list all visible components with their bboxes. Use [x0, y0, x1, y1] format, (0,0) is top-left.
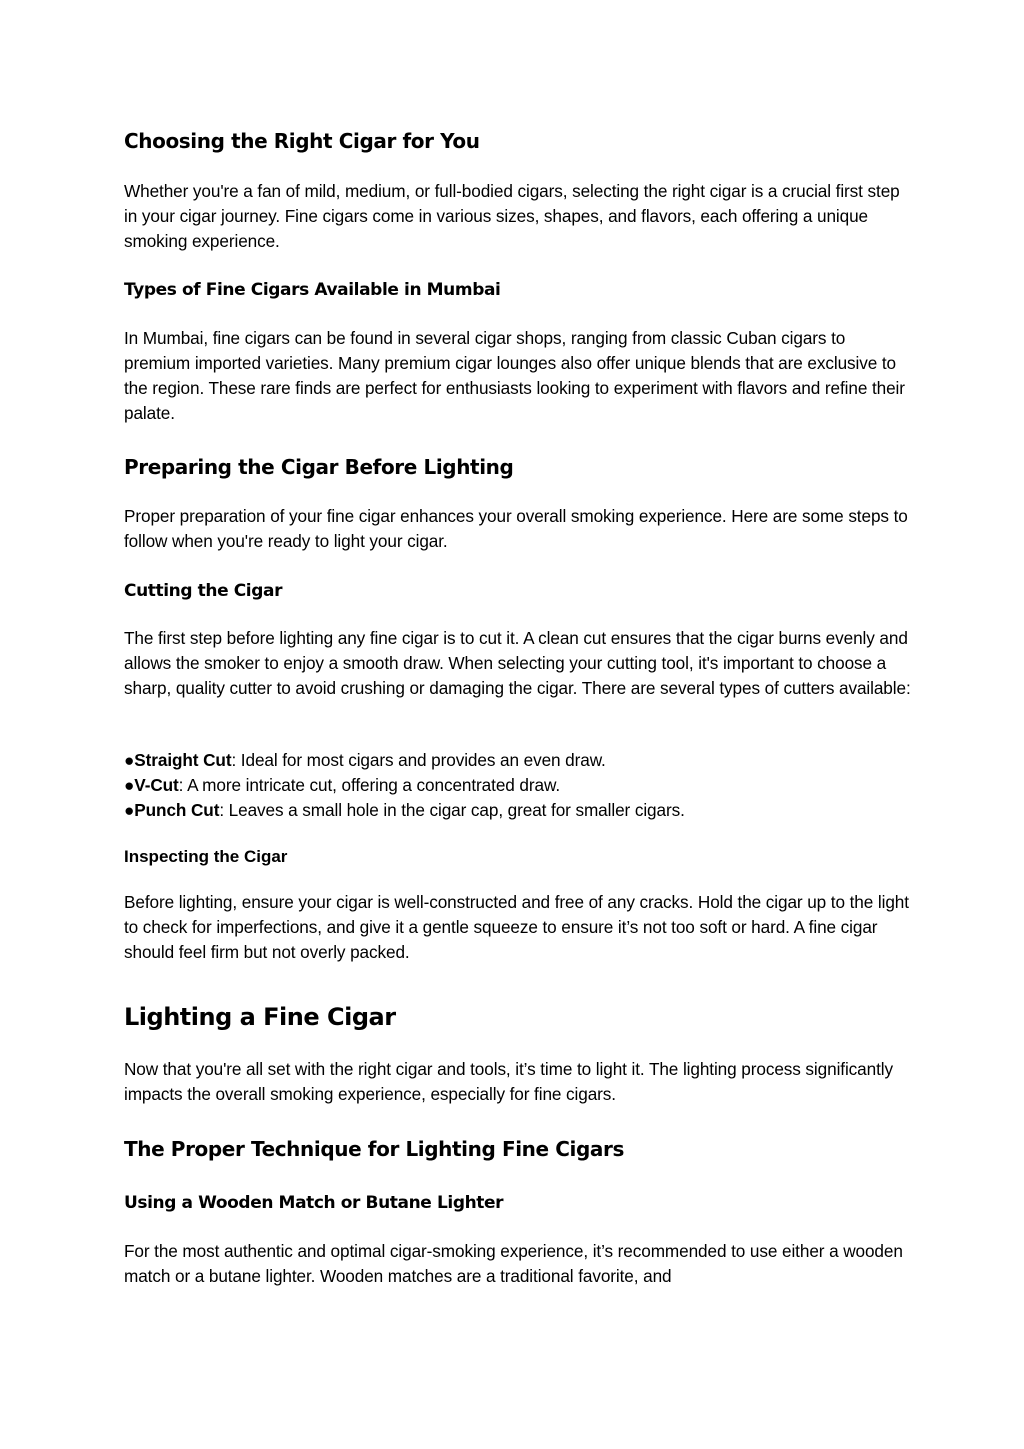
inspecting-paragraph: Before lighting, ensure your cigar is well-constructed and free of any cracks. Hold the cigar up to the light to check for imperfections, and give it a gentle squeeze to ensure it’s not too soft or hard. A fine cigar should feel firm but not overly packed.: [124, 892, 909, 962]
bullet-icon: ●: [124, 800, 135, 820]
types-paragraph: In Mumbai, fine cigars can be found in several cigar shops, ranging from classic Cuban cigars to premium imported varieties. Many premium cigar lounges also offer unique blends that are exclusive to the region. These rare finds are perfect for enthusiasts looking to experiment with flavors and refine their palate.: [124, 328, 905, 423]
cutter-description: : Leaves a small hole in the cigar cap, great for smaller cigars.: [219, 800, 685, 820]
match-heading: Using a Wooden Match or Butane Lighter: [124, 1193, 504, 1213]
cutting-heading: Cutting the Cigar: [124, 581, 283, 601]
list-item: [124, 798, 914, 823]
lighting-heading: Lighting a Fine Cigar: [124, 1003, 396, 1031]
cutter-description: : Ideal for most cigars and provides an even draw.: [231, 750, 606, 770]
cutter-term: Straight Cut: [134, 750, 232, 770]
cutter-description: : A more intricate cut, offering a concentrated draw.: [178, 775, 560, 795]
list-item: [124, 748, 914, 773]
bullet-icon: ●: [124, 775, 135, 795]
types-heading: Types of Fine Cigars Available in Mumbai: [124, 280, 501, 300]
cutting-paragraph: The first step before lighting any fine cigar is to cut it. A clean cut ensures that the cigar burns evenly and allows the smoker to enjoy a smooth draw. When selecting your cutting tool, it's important to choose a sharp, quality cutter to avoid crushing or damaging the cigar. There are several types of cutters available:: [124, 628, 911, 698]
choosing-paragraph: Whether you're a fan of mild, medium, or full-bodied cigars, selecting the right cigar is a crucial first step in your cigar journey. Fine cigars come in various sizes, shapes, and flavors, each offering a unique smoking experience.: [124, 181, 900, 251]
technique-heading: The Proper Technique for Lighting Fine Cigars: [124, 1137, 624, 1161]
choosing-heading: Choosing the Right Cigar for You: [124, 129, 480, 153]
preparing-paragraph: Proper preparation of your fine cigar enhances your overall smoking experience. Here are some steps to follow when you're ready to light your cigar.: [124, 506, 908, 551]
bullet-icon: ●: [124, 750, 135, 770]
cutter-list: [124, 748, 914, 823]
cutter-term: V-Cut: [134, 775, 179, 795]
list-item: [124, 773, 914, 798]
inspecting-heading: Inspecting the Cigar: [124, 847, 288, 866]
cutter-term: Punch Cut: [134, 800, 220, 820]
preparing-heading: Preparing the Cigar Before Lighting: [124, 455, 514, 479]
match-paragraph: For the most authentic and optimal cigar-smoking experience, it’s recommended to use either a wooden match or a butane lighter. Wooden matches are a traditional favorite, and: [124, 1241, 903, 1286]
lighting-paragraph: Now that you're all set with the right cigar and tools, it’s time to light it. The lighting process significantly impacts the overall smoking experience, especially for fine cigars.: [124, 1059, 893, 1104]
